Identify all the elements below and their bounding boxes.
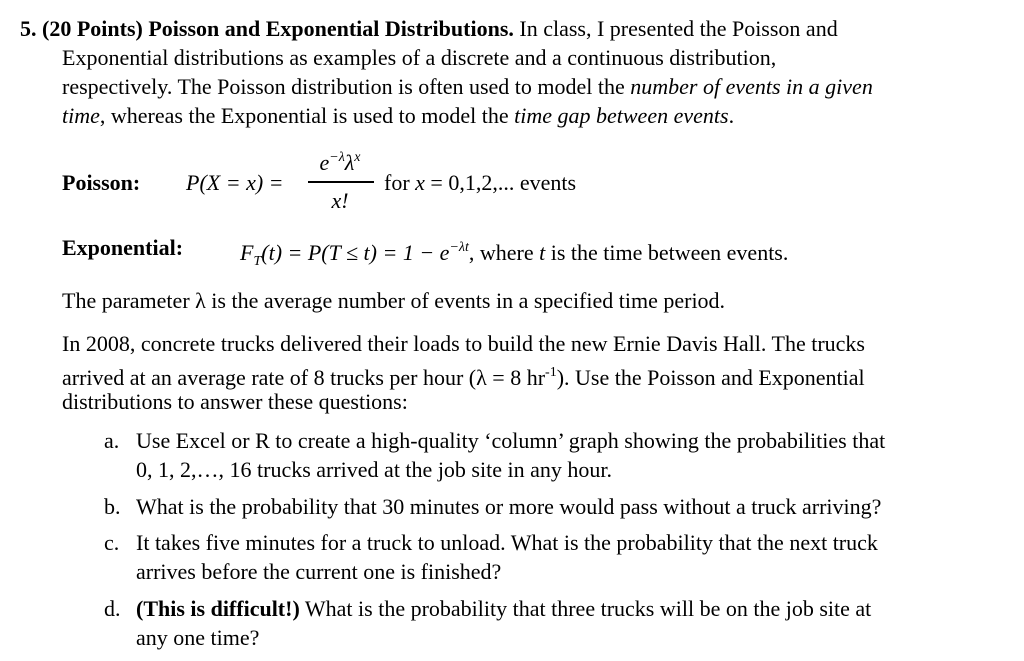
poisson-lhs-paren: (X = x) =: [199, 170, 284, 195]
question-a-marker: a.: [104, 428, 120, 453]
poisson-denominator: x!: [331, 188, 349, 213]
poisson-suffix-rest: = 0,1,2,... events: [424, 170, 577, 195]
question-c-marker: c.: [104, 530, 120, 555]
question-d-line-1-text: What is the probability that three trucks will be on the job site at: [299, 596, 872, 621]
question-c-line-1: It takes five minutes for a truck to unload. What is the probability that the next truck: [136, 530, 878, 555]
numerator-exp: −λ: [329, 150, 345, 165]
poisson-suffix-for: for: [384, 170, 416, 195]
question-d-marker: d.: [104, 596, 121, 621]
intro-4-text: , whereas the Exponential is used to model the: [99, 103, 515, 128]
question-d-line-2: any one time?: [136, 625, 260, 650]
exponential-f: F: [240, 240, 254, 265]
question-a-line-2: 0, 1, 2,…, 16 trucks arrived at the job site in any hour.: [136, 457, 612, 482]
exponential-formula-exp: −λt: [449, 240, 469, 255]
poisson-numerator: [306, 143, 374, 177]
intro-3-text: respectively. The Poisson distribution is often used to model the: [62, 74, 631, 99]
question-d-line-1: [136, 594, 871, 623]
question-b-marker: b.: [104, 494, 121, 519]
question-d-bold-prefix: (This is difficult!): [136, 596, 300, 621]
intro-4-period: .: [728, 103, 735, 128]
exponential-f-sub: T: [253, 254, 262, 269]
question-b-line-1: What is the probability that 30 minutes or more would pass without a truck arriving?: [136, 494, 882, 519]
poisson-lhs-p: P: [186, 170, 200, 195]
exponential-formula: [240, 233, 788, 276]
problem-intro-3: [62, 72, 873, 101]
exponential-suffix-t: t: [539, 240, 546, 265]
poisson-lhs: [186, 168, 284, 197]
exponential-label: Exponential:: [62, 235, 184, 260]
problem-intro-2: Exponential distributions as examples of a discrete and a continuous distribution,: [62, 45, 777, 70]
poisson-fraction-bar: [308, 181, 374, 183]
scenario-line-1: In 2008, concrete trucks delivered their loads to build the new Ernie Davis Hall. The trucks: [62, 331, 865, 356]
numerator-lambda: λ: [344, 150, 355, 175]
scenario-line-2-b: ). Use the Poisson and Exponential: [556, 365, 865, 390]
exponential-formula-mid: (t) = P(T ≤ t) = 1 − e: [261, 240, 450, 265]
problem-number: 5.: [20, 16, 37, 41]
scenario-line-2-sup: -1: [545, 365, 557, 380]
scenario-line-3: distributions to answer these questions:: [62, 389, 408, 414]
parameter-text: The parameter λ is the average number of events in a specified time period.: [62, 288, 726, 313]
intro-4-emphasis-time: time: [62, 103, 100, 128]
problem-header: [20, 14, 838, 43]
scenario-line-2-a: arrived at an average rate of 8 trucks per hour (λ = 8 hr: [62, 365, 546, 390]
numerator-x-exp: x: [354, 150, 361, 165]
problem-points: (20 Points): [42, 16, 143, 41]
exponential-suffix-rest: is the time between events.: [545, 240, 789, 265]
question-a-line-1: Use Excel or R to create a high-quality ‘column’ graph showing the probabilities that: [136, 428, 886, 453]
poisson-suffix: [384, 168, 576, 197]
problem-intro-4: [62, 101, 734, 130]
question-c-line-2: arrives before the current one is finished?: [136, 559, 502, 584]
problem-title: Poisson and Exponential Distributions.: [148, 16, 514, 41]
intro-3-emphasis: number of events in a given: [630, 74, 873, 99]
problem-intro-1: In class, I presented the Poisson and: [519, 16, 838, 41]
exponential-suffix-where: , where: [468, 240, 540, 265]
poisson-label: Poisson:: [62, 170, 141, 195]
numerator-e: e: [319, 150, 330, 175]
intro-4-emphasis-gap: time gap between events: [514, 103, 729, 128]
poisson-suffix-x: x: [415, 170, 425, 195]
